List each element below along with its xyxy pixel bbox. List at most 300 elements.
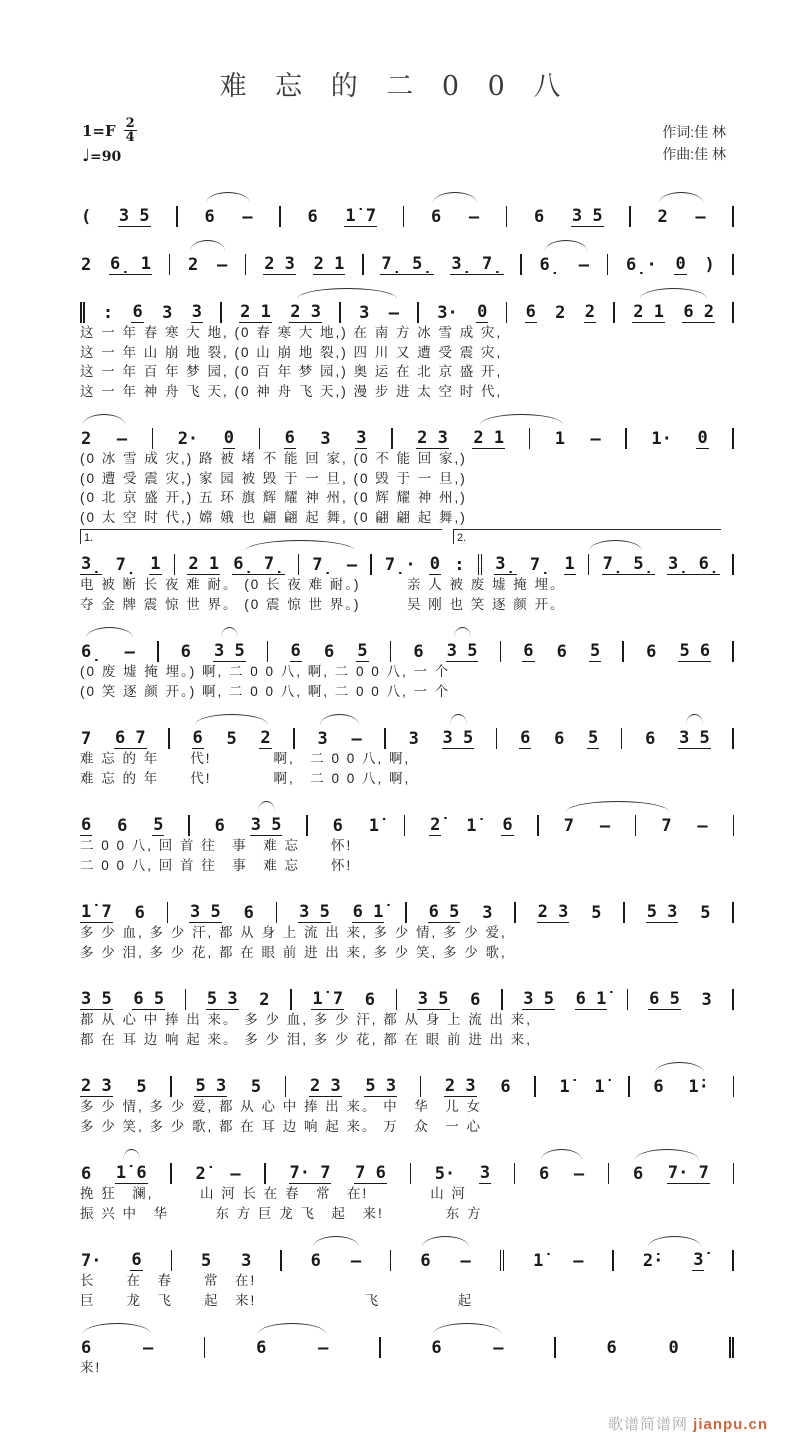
note-token: 6	[523, 641, 534, 661]
note-token: 5·	[434, 1164, 456, 1184]
note-token: 3 5	[523, 989, 554, 1009]
note-token: :	[454, 555, 465, 575]
barline	[168, 728, 170, 749]
barline	[554, 1337, 556, 1358]
double-barline	[481, 554, 483, 575]
note-token: 2 3	[444, 1076, 476, 1096]
barline	[608, 1163, 610, 1184]
barline	[245, 254, 247, 275]
note-token: 1̇	[533, 1251, 544, 1271]
note-token: 2 1	[473, 428, 505, 448]
barline	[298, 554, 300, 575]
note-token: 0	[697, 428, 708, 448]
slur-arc	[221, 627, 238, 638]
note-token: 7· 7	[667, 1163, 709, 1183]
note-token: 1̇	[594, 1077, 605, 1097]
note-token: 6	[132, 302, 143, 322]
barline	[188, 815, 190, 836]
note-token: 3	[408, 729, 419, 749]
note-token: 2 3	[264, 254, 295, 274]
note-token: 1	[150, 554, 161, 574]
note-token: 0	[429, 554, 441, 574]
note-token: 6	[534, 207, 545, 227]
note-token: 2 1	[313, 254, 345, 274]
note-token: –	[351, 729, 362, 749]
note-token: 6̣	[81, 642, 102, 662]
barline	[732, 428, 734, 449]
note-token: 2 3	[417, 428, 448, 448]
note-row	[80, 1160, 734, 1184]
barline	[506, 302, 508, 323]
note-token: 2	[259, 990, 270, 1010]
note-token: –	[697, 816, 708, 836]
lyric-line: 难 忘 的 年 代! 啊, 二 0 0 八, 啊,	[80, 770, 411, 786]
slur-arc	[258, 1323, 326, 1334]
barline	[390, 1250, 392, 1271]
tempo-marking	[82, 146, 137, 166]
note-row	[80, 1334, 734, 1358]
barline	[732, 728, 734, 749]
note-token: 1	[554, 429, 565, 449]
page-title: 难 忘 的 二 0 0 八	[219, 71, 571, 102]
slur-arc	[566, 801, 669, 812]
score-system	[80, 725, 734, 788]
note-token: –	[578, 255, 589, 275]
lyric-line: 都 从 心 中 捧 出 来。 多 少 血, 多 少 汗, 都 从 身 上 流 出 来,	[80, 1012, 533, 1027]
barline	[732, 989, 734, 1010]
note-token: 6	[556, 642, 567, 662]
note-token: 5 3	[365, 1076, 397, 1096]
lyric-line: 多 少 情, 多 少 爱, 都 从 心 中 捧 出 来。 中 华 儿 女	[80, 1099, 483, 1114]
note-token: 6	[413, 642, 424, 662]
note-token: –	[318, 1338, 329, 1358]
note-token: 1̇ 6	[115, 1163, 147, 1183]
note-token: 3	[701, 990, 712, 1010]
lyric-line: (0 太 空 时 代,) 嫦 娥 也 翩 翩 起 舞, (0 翩 翩 起 舞,)	[80, 509, 467, 525]
note-token: 1̇ 7	[312, 989, 344, 1009]
volta-label: 1.	[84, 532, 94, 544]
note-token: 0	[675, 254, 686, 274]
barline	[170, 1076, 172, 1097]
note-row	[80, 532, 734, 575]
note-token: 7	[81, 729, 92, 749]
note-token: 6	[131, 1250, 142, 1270]
note-token: 3 5	[446, 641, 478, 661]
score-system	[80, 986, 734, 1049]
volta-bracket	[80, 529, 442, 544]
double-barline	[83, 302, 85, 323]
slur-arc	[195, 714, 268, 725]
note-token: 1̇·	[688, 1077, 709, 1097]
note-token: 0	[477, 302, 488, 322]
note-token: 3	[320, 429, 331, 449]
note-token: 5 3	[646, 902, 678, 922]
note-token: 5 6	[679, 641, 711, 661]
barline	[732, 641, 734, 662]
barline	[733, 815, 735, 836]
barline	[169, 254, 171, 275]
note-token: 7	[563, 816, 575, 836]
note-token: 7̣	[115, 555, 137, 575]
score-system	[80, 251, 734, 275]
note-row	[80, 812, 734, 836]
note-token: 3	[241, 1251, 252, 1271]
note-token: 6	[81, 1338, 92, 1358]
quarter-note-icon: ♩	[82, 146, 91, 166]
note-token: –	[142, 1338, 154, 1358]
note-token: 3 5	[442, 728, 474, 748]
note-token: 3 5	[214, 641, 245, 661]
note-token: 6	[81, 1164, 92, 1184]
barline	[520, 254, 522, 275]
lyric-line: 多 少 泪, 多 少 花, 都 在 眼 前 进 出 来, 多 少 笑, 多 少 歌,	[80, 944, 507, 960]
slur-arc	[313, 1236, 359, 1247]
note-token: 5 3	[206, 989, 238, 1009]
score-system	[80, 812, 734, 875]
note-token: 6	[538, 1164, 550, 1184]
lyric-line: 电 被 断 长 夜 难 耐。 (0 长 夜 难 耐。) 亲 人 被 废 墟 掩 埋。	[80, 577, 566, 592]
slur-arc	[190, 240, 225, 251]
note-token: 6	[323, 642, 335, 662]
note-token: 3̣ 6̣	[667, 554, 720, 574]
barline	[733, 1076, 735, 1097]
score-system	[80, 638, 734, 701]
barline	[732, 1250, 734, 1271]
barline	[732, 302, 734, 323]
note-token: 1·	[651, 429, 672, 449]
note-token: 3̇	[693, 1250, 704, 1270]
barline	[607, 254, 609, 275]
barline	[204, 1337, 206, 1358]
note-token: 7̣	[312, 555, 333, 575]
note-token: 7·	[81, 1251, 102, 1271]
note-token: 5	[153, 815, 164, 835]
note-token: 3 5	[81, 989, 112, 1009]
slur-arc	[640, 288, 707, 299]
note-token: 3	[317, 729, 328, 749]
note-token: 6	[632, 1164, 644, 1184]
note-row	[80, 251, 734, 275]
note-token: 6	[430, 207, 442, 227]
lyric-line: 都 在 耳 边 响 起 来。 多 少 泪, 多 少 花, 都 在 眼 前 进 出 来,	[80, 1031, 533, 1047]
note-token: (	[81, 207, 92, 227]
note-token: 6	[310, 1251, 321, 1271]
note-token: 6̣ 1	[110, 254, 151, 274]
barline	[167, 902, 169, 923]
barline	[621, 728, 623, 749]
slur-arc	[258, 801, 275, 812]
note-token: 3	[479, 1163, 491, 1183]
note-row	[80, 203, 734, 227]
barline	[628, 1076, 630, 1097]
note-token: 3	[356, 428, 367, 448]
barline	[390, 641, 392, 662]
slur-arc	[297, 288, 397, 299]
note-token: 6	[470, 990, 481, 1010]
lyric-line: 长 在 春 常 在!	[80, 1273, 257, 1288]
watermark-site-name: 歌谱简谱网	[607, 1416, 688, 1433]
score-system	[80, 1160, 734, 1223]
note-token: 2̇·	[642, 1251, 664, 1271]
note-token: –	[242, 207, 253, 227]
note-token: –	[695, 207, 706, 227]
barline	[420, 1076, 422, 1097]
note-token: 6	[645, 729, 656, 749]
lyric-line: (0 冰 雪 成 灾,) 路 被 堵 不 能 回 家, (0 不 能 回 家,)	[80, 451, 467, 466]
slur-arc	[686, 714, 703, 725]
note-row	[80, 1247, 734, 1271]
note-row	[80, 986, 734, 1010]
score-system	[80, 899, 734, 962]
barline	[529, 428, 531, 449]
barline	[290, 989, 292, 1010]
note-token: 6	[134, 903, 145, 923]
lyric-line: 难 忘 的 年 代! 啊, 二 0 0 八, 啊,	[80, 751, 411, 766]
barline	[220, 302, 222, 323]
note-token: 3 5	[190, 902, 221, 922]
watermark	[608, 1413, 768, 1434]
barline	[732, 554, 734, 575]
note-token: –	[460, 1251, 471, 1271]
lyric-line: 挽 狂 澜, 山 河 长 在 春 常 在! 山 河	[80, 1186, 468, 1201]
note-token: 6	[606, 1338, 617, 1358]
barline	[405, 902, 407, 923]
note-row	[80, 638, 734, 662]
slur-arc	[450, 714, 467, 725]
score-system	[80, 532, 734, 614]
note-token: 6	[243, 903, 254, 923]
barline	[732, 902, 734, 923]
note-token: 6	[520, 728, 531, 748]
note-token: 7̣	[529, 555, 551, 575]
note-token: 2 3	[309, 1076, 341, 1096]
lyric-line: 这 一 年 山 崩 地 裂, (0 山 崩 地 裂,) 四 川 又 遭 受 震 灾,	[80, 344, 503, 360]
barline	[276, 902, 278, 923]
note-token: 3 5	[571, 206, 603, 226]
score-system	[80, 299, 734, 401]
note-token: 2 3	[81, 1076, 112, 1096]
barline	[623, 902, 625, 923]
barline	[732, 254, 734, 275]
lyric-line: 这 一 年 百 年 梦 园, (0 百 年 梦 园,) 奥 运 在 北 京 盛 开,	[80, 364, 503, 379]
barline	[500, 641, 502, 662]
lyric-line: 夺 金 牌 震 惊 世 界。 (0 震 惊 世 界。) 吴 刚 也 笑 逐 颜 开。	[80, 596, 566, 612]
barline	[506, 206, 508, 227]
slur-arc	[422, 1236, 469, 1247]
note-token: 1̇	[559, 1077, 570, 1097]
barline	[534, 1076, 536, 1097]
lyric-line: 多 少 血, 多 少 汗, 都 从 身 上 流 出 来, 多 少 情, 多 少 爱,	[80, 925, 507, 940]
slur-arc	[545, 240, 588, 251]
note-token: 1̇	[466, 816, 477, 836]
note-token: 2 3	[290, 302, 321, 322]
key-signature	[82, 117, 137, 166]
note-token: 2	[657, 207, 668, 227]
barline	[157, 641, 159, 662]
barline	[588, 554, 590, 575]
note-token: 3̣ 7̣	[451, 254, 503, 274]
note-token: 5	[357, 641, 368, 661]
barline	[339, 302, 341, 323]
note-token: 6	[204, 207, 215, 227]
slur-arc	[655, 1062, 704, 1073]
note-token: 6	[500, 1077, 511, 1097]
note-token: 6̣ 7̣	[233, 554, 285, 574]
slur-arc	[635, 1149, 699, 1160]
watermark-site-url[interactable]: jianpu.cn	[693, 1416, 768, 1433]
slur-arc	[83, 414, 125, 425]
note-token: 7· 7	[289, 1163, 331, 1183]
note-token: 6̣	[539, 255, 560, 275]
note-token: )	[704, 255, 715, 275]
composer-credit: 作曲:佳 林	[662, 146, 726, 162]
barline	[279, 206, 281, 227]
barline	[622, 641, 624, 662]
score-system	[80, 1247, 734, 1310]
note-token: –	[346, 555, 358, 575]
lyric-line: (0 北 京 盛 开,) 五 环 旗 辉 耀 神 州, (0 辉 耀 神 州,)	[80, 490, 467, 505]
note-token: 2	[81, 429, 92, 449]
note-token: 2 1	[188, 554, 220, 574]
score-system	[80, 1334, 734, 1378]
note-token: –	[116, 429, 128, 449]
lyricist-credit: 作词:佳 林	[662, 124, 726, 140]
note-token: 6	[117, 816, 128, 836]
note-token: 6 1̇	[352, 902, 384, 922]
note-token: 3̣	[495, 554, 516, 574]
barline	[152, 428, 154, 449]
note-token: 6 2	[683, 302, 715, 322]
note-token: –	[599, 816, 611, 836]
note-token: 6 1̇	[575, 989, 607, 1009]
double-barline	[503, 1250, 505, 1271]
slur-arc	[83, 1323, 151, 1334]
note-token: 6̣·	[626, 255, 657, 275]
barline	[417, 302, 419, 323]
note-token: 6	[364, 990, 375, 1010]
score-system	[80, 1073, 734, 1136]
barline	[384, 728, 386, 749]
note-row	[80, 899, 734, 923]
note-token: 0	[223, 428, 234, 448]
note-token: 6	[525, 302, 536, 322]
note-token: 5	[200, 1251, 212, 1271]
note-token: 6	[420, 1251, 431, 1271]
lyric-line: (0 笑 逐 颜 开。) 啊, 二 0 0 八, 啊, 二 0 0 八, 一 个	[80, 683, 451, 699]
note-token: 2 1	[633, 302, 664, 322]
note-token: 6	[502, 815, 513, 835]
barline	[171, 1250, 173, 1271]
note-token: 3 5	[679, 728, 710, 748]
note-token: –	[350, 1251, 362, 1271]
barline	[396, 989, 398, 1010]
note-token: 2 1	[240, 302, 271, 322]
note-token: 6 5	[649, 989, 680, 1009]
note-token: 6	[214, 816, 225, 836]
note-token: 7̣ 5̣	[381, 254, 433, 274]
note-token: 1̇ 7	[81, 902, 112, 922]
note-token: 6	[284, 428, 295, 448]
note-token: 1̇ 7	[345, 206, 377, 226]
note-token: –	[388, 303, 400, 323]
note-token: 3̣	[81, 554, 102, 574]
barline	[612, 1250, 614, 1271]
tempo-value: =90	[90, 149, 122, 165]
barline	[379, 1337, 381, 1358]
barline	[733, 1163, 735, 1184]
note-token: 6	[256, 1338, 267, 1358]
note-token: 6 5	[133, 989, 165, 1009]
note-token: 2̇	[195, 1164, 206, 1184]
note-token: 7̣·	[384, 555, 416, 575]
note-token: 2·	[177, 429, 199, 449]
note-token: 5	[591, 903, 602, 923]
note-token: 3	[482, 903, 493, 923]
barline	[537, 815, 539, 836]
barline	[625, 428, 627, 449]
note-token: 5	[590, 641, 601, 661]
lyric-line: (0 废 墟 掩 埋。) 啊, 二 0 0 八, 啊, 二 0 0 八, 一 个	[80, 664, 451, 679]
note-row	[80, 299, 734, 323]
note-token: 7 6	[355, 1163, 386, 1183]
note-token: 5	[226, 729, 237, 749]
note-token: 7̣ 5̣	[602, 554, 654, 574]
lyric-line: 这 一 年 春 寒 大 地, (0 春 寒 大 地,) 在 南 方 冰 雪 成 灾,	[80, 325, 503, 340]
note-token: 6	[81, 815, 92, 835]
lyric-line: 二 0 0 八, 回 首 往 事 难 忘 怀!	[80, 857, 353, 873]
note-token: 5 3	[195, 1076, 227, 1096]
note-token: 7	[661, 816, 672, 836]
note-token: :	[102, 303, 114, 323]
slur-arc	[648, 1236, 702, 1247]
slur-arc	[480, 414, 563, 425]
note-token: 2	[81, 255, 92, 275]
slur-arc	[86, 627, 134, 638]
note-token: 5	[250, 1077, 262, 1097]
note-token: 6	[307, 207, 318, 227]
note-token: –	[590, 429, 601, 449]
note-token: 3 5	[299, 902, 330, 922]
lyric-line: 振 兴 中 华 东 方 巨 龙 飞 起 来! 东 方	[80, 1205, 483, 1221]
barline	[732, 206, 734, 227]
barline	[629, 206, 631, 227]
volta-label: 2.	[457, 532, 467, 544]
lyric-line: 巨 龙 飞 起 来! 飞 起	[80, 1292, 474, 1308]
double-barline	[732, 1337, 734, 1358]
note-token: –	[573, 1251, 584, 1271]
score-system	[80, 203, 734, 227]
barline	[259, 428, 261, 449]
slur-arc	[454, 627, 471, 638]
slur-arc	[433, 1323, 501, 1334]
lyric-line: 来!	[80, 1360, 102, 1375]
barline	[496, 728, 498, 749]
note-token: 1	[564, 554, 575, 574]
note-token: 2 3	[537, 902, 569, 922]
note-token: 3	[162, 303, 173, 323]
note-token: 3·	[437, 303, 458, 323]
note-token: 6	[653, 1077, 664, 1097]
barline	[285, 1076, 287, 1097]
note-token: 5	[136, 1077, 147, 1097]
note-token: 6	[431, 1338, 442, 1358]
volta-bracket	[453, 529, 721, 544]
slur-arc	[541, 1149, 582, 1160]
note-token: 3 5	[417, 989, 449, 1009]
score	[80, 203, 734, 1378]
note-row	[80, 725, 734, 749]
slur-arc	[206, 192, 250, 203]
